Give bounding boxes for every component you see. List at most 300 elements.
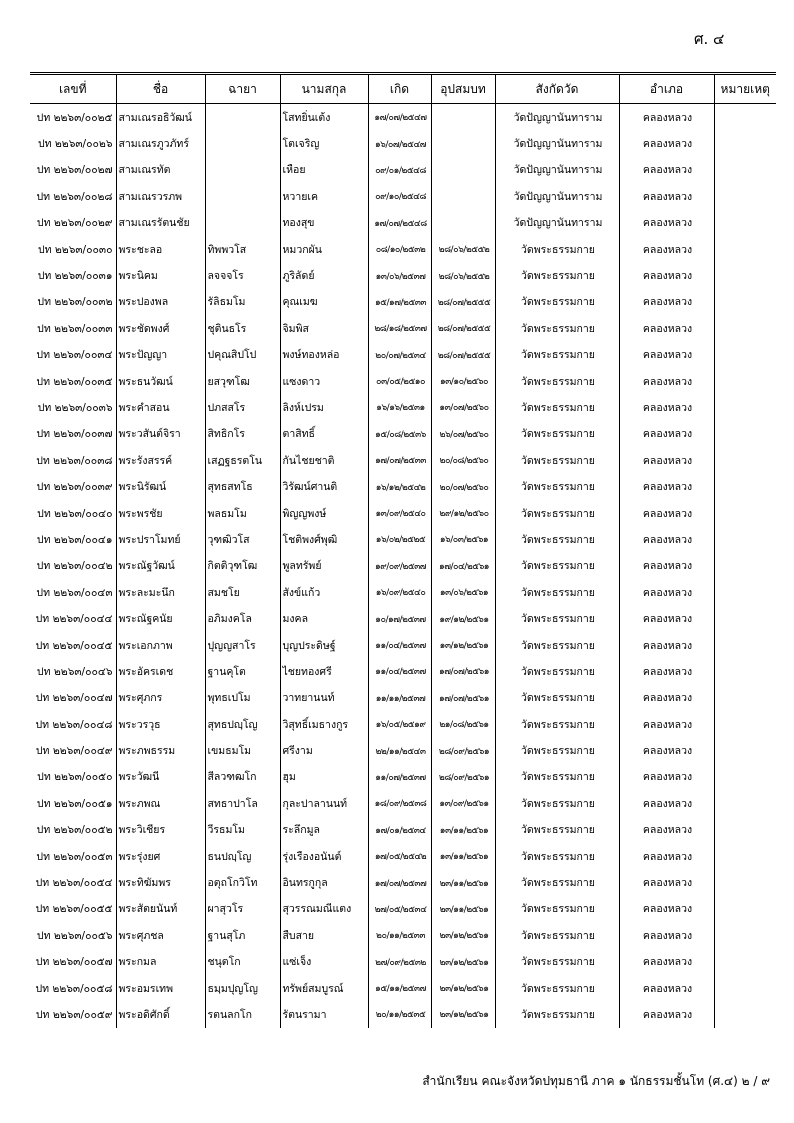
table-row: [30, 368, 776, 394]
cell-birth: ๒๒/๑๑/๒๕๔๓: [368, 737, 431, 763]
cell-birth: ๑๘/๐๙/๒๕๓๘: [368, 790, 431, 816]
cell-temple: วัดพระธรรมกาย: [495, 790, 619, 816]
cell-temple: วัดปัญญานันทาราม: [495, 104, 619, 131]
cell-remarks: [714, 1001, 776, 1027]
cell-surname: โตเจริญ: [280, 130, 368, 156]
cell-surname: หวายเค: [280, 183, 368, 209]
cell-number: ปท ๒๒๖๓/๐๐๓๔: [36, 349, 113, 362]
cell-name: พระทิฆัมพร: [116, 869, 205, 895]
cell-name: พระศุภกร: [116, 685, 205, 711]
cell-monastic-name: ทิพพวโส: [205, 236, 280, 262]
cell-number: ปท ๒๒๖๓/๐๐๕๑: [36, 797, 113, 810]
cell-temple: วัดพระธรรมกาย: [495, 526, 619, 552]
cell-temple: วัดพระธรรมกาย: [495, 447, 619, 473]
cell-district: คลองหลวง: [619, 500, 714, 526]
cell-remarks: [714, 500, 776, 526]
cell-birth: ๑๗/๐๑/๒๕๓๔: [368, 817, 431, 843]
cell-district: คลองหลวง: [619, 262, 714, 288]
cell-surname: วิสุทธิ์เมธางกูร: [280, 711, 368, 737]
cell-temple: วัดพระธรรมกาย: [495, 922, 619, 948]
cell-ordination: ๑๗/๐๗/๒๕๖๑: [431, 685, 495, 711]
cell-number: ปท ๒๒๖๓/๐๐๒๙: [36, 217, 113, 230]
cell-remarks: [714, 896, 776, 922]
cell-monastic-name: วีรธมโม: [205, 817, 280, 843]
cell-ordination: ๒๓/๑๑/๒๕๖๑: [431, 869, 495, 895]
cell-ordination: ๑๓/๑๐/๒๕๖๐: [431, 368, 495, 394]
cell-district: คลองหลวง: [619, 737, 714, 763]
header-monastic-name: ฉายา: [205, 74, 280, 104]
cell-district: คลองหลวง: [619, 394, 714, 420]
cell-ordination: ๒๙/๑๒/๒๕๖๐: [431, 500, 495, 526]
cell-monastic-name: อตุถโกวิโท: [205, 869, 280, 895]
cell-surname: ศรีงาม: [280, 737, 368, 763]
cell-birth: ๑๙/๐๙/๒๕๓๗: [368, 553, 431, 579]
cell-number: ปท ๒๒๖๓/๐๐๔๓: [36, 586, 113, 599]
table-row: [30, 922, 776, 948]
cell-number: ปท ๒๒๖๓/๐๐๔๒: [36, 560, 113, 573]
cell-number: ปท ๒๒๖๓/๐๐๒๖: [37, 138, 113, 151]
table-row: [30, 473, 776, 499]
cell-name: พระธนวัฒน์: [116, 368, 205, 394]
cell-birth: ๑๑/๑๑/๒๕๓๗: [368, 685, 431, 711]
cell-temple: วัดพระธรรมกาย: [495, 553, 619, 579]
cell-monastic-name: [205, 157, 280, 183]
cell-remarks: [714, 130, 776, 156]
cell-temple: วัดพระธรรมกาย: [495, 289, 619, 315]
cell-birth: ๑๑/๐๗/๒๕๓๗: [368, 764, 431, 790]
table-row: [30, 394, 776, 420]
cell-name: พระคำสอน: [116, 394, 205, 420]
cell-number: ปท ๒๒๖๓/๐๐๕๖: [36, 929, 113, 942]
cell-remarks: [714, 790, 776, 816]
cell-number: ปท ๒๒๖๓/๐๐๓๗: [36, 428, 113, 441]
cell-monastic-name: สุทธปญฺโญ: [205, 711, 280, 737]
cell-birth: ๐๙/๑๐/๒๕๔๘: [368, 183, 431, 209]
cell-district: คลองหลวง: [619, 236, 714, 262]
cell-monastic-name: กิตติวุฑโฒ: [205, 553, 280, 579]
cell-remarks: [714, 526, 776, 552]
cell-district: คลองหลวง: [619, 843, 714, 869]
cell-monastic-name: ลจจจโร: [205, 262, 280, 288]
cell-remarks: [714, 843, 776, 869]
cell-name: พระภพณ: [116, 790, 205, 816]
cell-monastic-name: [205, 210, 280, 236]
cell-temple: วัดพระธรรมกาย: [495, 315, 619, 341]
cell-remarks: [714, 289, 776, 315]
cell-number: ปท ๒๒๖๓/๐๐๔๔: [35, 613, 113, 626]
cell-name: พระสัตยนันท์: [116, 896, 205, 922]
cell-monastic-name: สีลวฑฒโก: [205, 764, 280, 790]
cell-surname: สุวรรณมณีแตง: [280, 896, 368, 922]
cell-name: พระละมะนึก: [116, 579, 205, 605]
cell-name: พระวรวุธ: [116, 711, 205, 737]
cell-number: ปท ๒๒๖๓/๐๐๕๗: [35, 956, 113, 969]
cell-remarks: [714, 473, 776, 499]
cell-district: คลองหลวง: [619, 632, 714, 658]
cell-surname: มงคล: [280, 605, 368, 631]
cell-district: คลองหลวง: [619, 130, 714, 156]
cell-name: พระอัครเดช: [116, 658, 205, 684]
table-row: [30, 790, 776, 816]
cell-number: ปท ๒๒๖๓/๐๐๔๙: [35, 745, 113, 758]
table-row: [30, 526, 776, 552]
cell-birth: ๒๗/๐๙/๒๕๓๒: [368, 949, 431, 975]
cell-surname: ทองสุข: [280, 210, 368, 236]
cell-remarks: [714, 685, 776, 711]
cell-surname: ทรัพย์สมบูรณ์: [280, 975, 368, 1001]
cell-district: คลองหลวง: [619, 711, 714, 737]
cell-district: คลองหลวง: [619, 975, 714, 1001]
cell-monastic-name: ปุญญสาโร: [205, 632, 280, 658]
table-row: [30, 342, 776, 368]
page-footer: สำนักเรียน คณะจังหวัดปทุมธานี ภาค ๑ นักธรรมชั้นโท (ศ.๔) ๒ / ๙: [422, 1074, 770, 1088]
cell-ordination: ๑๓/๑๑/๒๕๖๑: [431, 817, 495, 843]
table-header-row: [30, 74, 776, 104]
cell-district: คลองหลวง: [619, 922, 714, 948]
cell-monastic-name: พลธมโม: [205, 500, 280, 526]
cell-monastic-name: สุทธสทโธ: [205, 473, 280, 499]
cell-ordination: ๒๘/๐๗/๒๕๕๕: [431, 342, 495, 368]
table-row: [30, 236, 776, 262]
cell-ordination: ๒๘/๐๙/๒๕๖๑: [431, 737, 495, 763]
cell-number: ปท ๒๒๖๓/๐๐๕๓: [36, 850, 113, 863]
register-table-container: [30, 72, 776, 1028]
cell-remarks: [714, 711, 776, 737]
table-row: [30, 685, 776, 711]
cell-birth: ๑๖/๐๒/๒๕๒๕: [368, 526, 431, 552]
cell-surname: พงษ์ทองหล่อ: [280, 342, 368, 368]
cell-surname: ภูริลัดย์: [280, 262, 368, 288]
cell-temple: วัดปัญญานันทาราม: [495, 130, 619, 156]
cell-ordination: ๑๓/๑๑/๒๕๖๑: [431, 843, 495, 869]
cell-number: ปท ๒๒๖๓/๐๐๓๓: [37, 322, 113, 335]
cell-number: ปท ๒๒๖๓/๐๐๔๐: [37, 507, 113, 520]
table-row: [30, 949, 776, 975]
cell-ordination: ๒๘/๐๖/๒๕๕๒: [431, 236, 495, 262]
cell-name: พระนิคม: [116, 262, 205, 288]
cell-number: ปท ๒๒๖๓/๐๐๔๕: [35, 639, 113, 652]
cell-temple: วัดพระธรรมกาย: [495, 421, 619, 447]
cell-temple: วัดพระธรรมกาย: [495, 896, 619, 922]
cell-remarks: [714, 421, 776, 447]
table-row: [30, 289, 776, 315]
table-row: [30, 210, 776, 236]
cell-birth: ๑๗/๐๕/๒๕๔๒: [368, 843, 431, 869]
cell-monastic-name: สมชโย: [205, 579, 280, 605]
cell-monastic-name: ชนุตโก: [205, 949, 280, 975]
cell-monastic-name: เขมธมโม: [205, 737, 280, 763]
cell-birth: ๑๗/๐๗/๒๕๔๗: [368, 104, 431, 131]
table-row: [30, 421, 776, 447]
cell-temple: วัดพระธรรมกาย: [495, 632, 619, 658]
cell-remarks: [714, 817, 776, 843]
cell-monastic-name: [205, 183, 280, 209]
cell-ordination: ๒๘/๐๙/๒๕๖๑: [431, 764, 495, 790]
cell-ordination: ๑๖/๐๓/๒๕๖๑: [431, 526, 495, 552]
cell-birth: ๑๑/๐๔/๒๕๓๗: [368, 632, 431, 658]
cell-name: สามเณรรัตนชัย: [116, 210, 205, 236]
cell-ordination: ๑๓/๐๗/๒๕๖๐: [431, 394, 495, 420]
cell-name: พระชัดพงศ์: [116, 315, 205, 341]
cell-name: พระรังสรรค์: [116, 447, 205, 473]
cell-number: ปท ๒๒๖๓/๐๐๒๕: [36, 111, 113, 124]
cell-remarks: [714, 975, 776, 1001]
cell-district: คลองหลวง: [619, 315, 714, 341]
cell-name: พระภพธรรม: [116, 737, 205, 763]
cell-monastic-name: [205, 130, 280, 156]
cell-monastic-name: [205, 104, 280, 131]
cell-number: ปท ๒๒๖๓/๐๐๕๒: [36, 824, 113, 837]
cell-number: ปท ๒๒๖๓/๐๐๓๙: [36, 481, 113, 494]
cell-district: คลองหลวง: [619, 104, 714, 131]
cell-remarks: [714, 922, 776, 948]
cell-number: ปท ๒๒๖๓/๐๐๕๔: [35, 877, 113, 890]
cell-name: พระวสันต์จิรา: [116, 421, 205, 447]
cell-monastic-name: ปคุณสิปโป: [205, 342, 280, 368]
header-district: อำเภอ: [619, 74, 714, 104]
cell-ordination: [431, 104, 495, 131]
cell-remarks: [714, 632, 776, 658]
cell-monastic-name: อภิมงคโล: [205, 605, 280, 631]
cell-name: สามเณรภูวภัทร์: [116, 130, 205, 156]
table-row: [30, 896, 776, 922]
cell-district: คลองหลวง: [619, 210, 714, 236]
cell-name: พระปองพล: [116, 289, 205, 315]
cell-ordination: ๒๓/๑๑/๒๕๖๑: [431, 896, 495, 922]
cell-temple: วัดพระธรรมกาย: [495, 869, 619, 895]
cell-name: พระศุภชล: [116, 922, 205, 948]
cell-temple: วัดพระธรรมกาย: [495, 605, 619, 631]
cell-ordination: ๑๓/๐๖/๒๕๖๑: [431, 579, 495, 605]
cell-remarks: [714, 764, 776, 790]
cell-surname: พิญญพงษ์: [280, 500, 368, 526]
cell-ordination: ๒๐/๐๘/๒๕๖๐: [431, 447, 495, 473]
cell-monastic-name: รัลิธมโม: [205, 289, 280, 315]
cell-name: พระอมรเทพ: [116, 975, 205, 1001]
cell-number: ปท ๒๒๖๓/๐๐๕๙: [35, 1008, 113, 1021]
cell-monastic-name: ชุตินธโร: [205, 315, 280, 341]
cell-surname: ฮุม: [280, 764, 368, 790]
cell-surname: ไชยทองศรี: [280, 658, 368, 684]
header-temple: สังกัดวัด: [495, 74, 619, 104]
cell-birth: ๑๖/๐๙/๒๕๔๐: [368, 579, 431, 605]
table-row: [30, 605, 776, 631]
cell-surname: กุละปาลานนท์: [280, 790, 368, 816]
cell-monastic-name: ยสวุฑโฒ: [205, 368, 280, 394]
table-row: [30, 183, 776, 209]
table-row: [30, 1001, 776, 1027]
cell-birth: ๒๗/๐๕/๒๕๓๔: [368, 896, 431, 922]
header-remarks: หมายเหตุ: [714, 74, 776, 104]
cell-birth: ๐๓/๐๕/๒๕๑๐: [368, 368, 431, 394]
cell-remarks: [714, 104, 776, 131]
cell-name: สามเณรทัต: [116, 157, 205, 183]
table-row: [30, 658, 776, 684]
cell-temple: วัดพระธรรมกาย: [495, 262, 619, 288]
cell-birth: ๑๓/๐๙/๒๕๔๐: [368, 500, 431, 526]
cell-monastic-name: ฐานคุโต: [205, 658, 280, 684]
cell-ordination: ๒๘/๐๗/๒๕๕๕: [431, 289, 495, 315]
cell-district: คลองหลวง: [619, 764, 714, 790]
cell-monastic-name: ปภสสโร: [205, 394, 280, 420]
cell-surname: กันไชยชาติ: [280, 447, 368, 473]
cell-birth: ๒๐/๑๑/๒๕๓๕: [368, 1001, 431, 1027]
cell-district: คลองหลวง: [619, 658, 714, 684]
cell-remarks: [714, 236, 776, 262]
register-table: [30, 72, 776, 1028]
table-row: [30, 157, 776, 183]
cell-monastic-name: ธมฺมปุญโญ: [205, 975, 280, 1001]
cell-name: พระรุ่งยศ: [116, 843, 205, 869]
cell-temple: วัดพระธรรมกาย: [495, 473, 619, 499]
cell-monastic-name: สทธาปาโล: [205, 790, 280, 816]
cell-monastic-name: พุทธเปโม: [205, 685, 280, 711]
cell-district: คลองหลวง: [619, 949, 714, 975]
table-row: [30, 579, 776, 605]
cell-name: พระนิรัฒน์: [116, 473, 205, 499]
cell-district: คลองหลวง: [619, 817, 714, 843]
cell-temple: วัดพระธรรมกาย: [495, 500, 619, 526]
cell-birth: ๒๘/๑๘/๒๕๓๗: [368, 315, 431, 341]
cell-remarks: [714, 157, 776, 183]
cell-number: ปท ๒๒๖๓/๐๐๔๗: [35, 692, 113, 705]
cell-birth: ๐๘/๑๐/๒๕๓๒: [368, 236, 431, 262]
cell-temple: วัดพระธรรมกาย: [495, 817, 619, 843]
header-number: เลขที่: [30, 74, 116, 104]
table-body: [30, 104, 776, 1028]
header-birth: เกิด: [368, 74, 431, 104]
table-row: [30, 737, 776, 763]
cell-number: ปท ๒๒๖๓/๐๐๔๖: [36, 665, 113, 678]
cell-surname: วาทยานนท์: [280, 685, 368, 711]
cell-temple: วัดพระธรรมกาย: [495, 949, 619, 975]
cell-ordination: ๒๑/๐๘/๒๕๖๑: [431, 711, 495, 737]
cell-district: คลองหลวง: [619, 157, 714, 183]
header-ordination: อุปสมบท: [431, 74, 495, 104]
cell-remarks: [714, 210, 776, 236]
cell-birth: ๑๖/๑๒/๒๕๔๒: [368, 473, 431, 499]
cell-name: พระณัฐคนัย: [116, 605, 205, 631]
cell-district: คลองหลวง: [619, 289, 714, 315]
cell-number: ปท ๒๒๖๓/๐๐๓๑: [37, 270, 113, 283]
cell-birth: ๑๕/๐๘/๒๕๓๖: [368, 421, 431, 447]
cell-ordination: [431, 130, 495, 156]
cell-name: พระวัฒนี: [116, 764, 205, 790]
cell-birth: ๑๕/๑๗/๒๕๓๓: [368, 289, 431, 315]
cell-ordination: ๑๗/๐๗/๒๕๖๑: [431, 658, 495, 684]
cell-temple: วัดพระธรรมกาย: [495, 342, 619, 368]
cell-temple: วัดพระธรรมกาย: [495, 658, 619, 684]
cell-surname: สังข์แก้ว: [280, 579, 368, 605]
cell-temple: วัดพระธรรมกาย: [495, 737, 619, 763]
cell-name: พระอดิศักดิ์: [116, 1001, 205, 1027]
cell-ordination: [431, 210, 495, 236]
cell-name: สามเณรอธิวัฒน์: [116, 104, 205, 131]
cell-birth: ๑๗/๐๗/๒๕๔๘: [368, 210, 431, 236]
table-row: [30, 447, 776, 473]
cell-district: คลองหลวง: [619, 605, 714, 631]
cell-number: ปท ๒๒๖๓/๐๐๔๑: [36, 533, 113, 546]
table-row: [30, 869, 776, 895]
cell-ordination: ๑๗/๐๔/๒๕๖๑: [431, 553, 495, 579]
cell-district: คลองหลวง: [619, 526, 714, 552]
cell-temple: วัดปัญญานันทาราม: [495, 183, 619, 209]
cell-district: คลองหลวง: [619, 553, 714, 579]
cell-remarks: [714, 394, 776, 420]
table-row: [30, 315, 776, 341]
cell-birth: ๑๕/๑๑/๒๕๓๗: [368, 975, 431, 1001]
cell-birth: ๑๖/๐๕/๒๕๑๙: [368, 711, 431, 737]
cell-birth: ๑๖/๑๖/๒๕๓๑: [368, 394, 431, 420]
cell-surname: ตาสิทธิ์: [280, 421, 368, 447]
cell-number: ปท ๒๒๖๓/๐๐๓๖: [37, 401, 113, 414]
cell-district: คลองหลวง: [619, 896, 714, 922]
cell-remarks: [714, 579, 776, 605]
cell-name: พระวิเชียร: [116, 817, 205, 843]
table-row: [30, 817, 776, 843]
cell-number: ปท ๒๒๖๓/๐๐๕๐: [37, 771, 113, 784]
table-row: [30, 553, 776, 579]
cell-surname: โสทยิ่นเต้ง: [280, 104, 368, 131]
cell-ordination: ๒๖/๐๗/๒๕๖๐: [431, 421, 495, 447]
cell-district: คลองหลวง: [619, 421, 714, 447]
table-row: [30, 500, 776, 526]
cell-temple: วัดพระธรรมกาย: [495, 579, 619, 605]
cell-surname: หมวกผัน: [280, 236, 368, 262]
table-row: [30, 262, 776, 288]
cell-monastic-name: ธนปญฺโญ: [205, 843, 280, 869]
cell-ordination: ๒๘/๐๖/๒๕๕๒: [431, 262, 495, 288]
cell-remarks: [714, 605, 776, 631]
cell-number: ปท ๒๒๖๓/๐๐๓๕: [36, 375, 113, 388]
cell-remarks: [714, 737, 776, 763]
cell-surname: อินทรกูกุล: [280, 869, 368, 895]
cell-birth: ๐๙/๐๑/๒๕๔๘: [368, 157, 431, 183]
header-name: ชื่อ: [116, 74, 205, 104]
cell-monastic-name: รตนลกโก: [205, 1001, 280, 1027]
cell-ordination: ๒๓/๑๒/๒๕๖๑: [431, 922, 495, 948]
cell-district: คลองหลวง: [619, 447, 714, 473]
cell-surname: ลิงห์เปรม: [280, 394, 368, 420]
cell-ordination: [431, 157, 495, 183]
cell-ordination: ๒๓/๑๒/๒๕๖๑: [431, 975, 495, 1001]
cell-surname: จิมพิส: [280, 315, 368, 341]
cell-surname: แซ่เจ็ง: [280, 949, 368, 975]
cell-number: ปท ๒๒๖๓/๐๐๕๘: [35, 982, 113, 995]
cell-district: คลองหลวง: [619, 1001, 714, 1027]
cell-birth: ๑๓/๐๖/๒๕๓๗: [368, 262, 431, 288]
cell-birth: ๑๖/๐๗/๒๕๔๗: [368, 130, 431, 156]
cell-district: คลองหลวง: [619, 869, 714, 895]
cell-temple: วัดปัญญานันทาราม: [495, 157, 619, 183]
cell-number: ปท ๒๒๖๓/๐๐๕๕: [35, 903, 113, 916]
cell-name: พระชะลอ: [116, 236, 205, 262]
cell-surname: สืบสาย: [280, 922, 368, 948]
cell-number: ปท ๒๒๖๓/๐๐๓๘: [36, 454, 113, 467]
cell-monastic-name: วุฑฒิวโส: [205, 526, 280, 552]
cell-surname: พูลทรัพย์: [280, 553, 368, 579]
cell-ordination: ๒๓/๑๒/๒๕๖๑: [431, 949, 495, 975]
cell-number: ปท ๒๒๖๓/๐๐๒๘: [36, 190, 113, 203]
header-surname: นามสกุล: [280, 74, 368, 104]
cell-name: พระปราโมทย์: [116, 526, 205, 552]
cell-district: คลองหลวง: [619, 342, 714, 368]
cell-monastic-name: สิทธิกโร: [205, 421, 280, 447]
cell-surname: บุญประดิษฐ์: [280, 632, 368, 658]
cell-name: พระพรชัย: [116, 500, 205, 526]
cell-district: คลองหลวง: [619, 473, 714, 499]
cell-remarks: [714, 949, 776, 975]
